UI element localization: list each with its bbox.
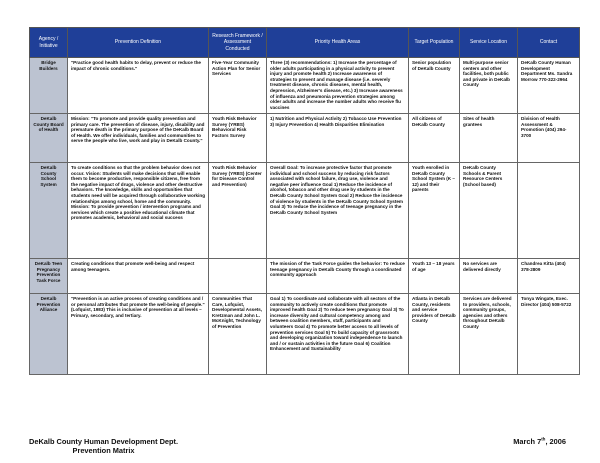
target-cell: Youth 13 – 18 years of age <box>409 259 460 294</box>
location-cell: Multi-purpose senior centers and other facilities, both public and private in DeKalb County <box>460 58 518 114</box>
prevention-matrix-table <box>29 27 580 375</box>
footer-org: DeKalb County Human Development Dept. <box>29 437 179 446</box>
definition-cell: Mission: "To promote and provide quality prevention and primary care. The prevention of disease, injury, disability and premature death in the primary purpose of the DeKalb Board of Health. We offer individuals, families and communities to serve the people who live, work and play in DeKalb County." <box>68 114 209 163</box>
definition-cell: "Practice good health habits to delay, prevent or reduce the impact of chronic conditions." <box>68 58 209 114</box>
initiative-cell: DeKalb County School System <box>30 163 68 259</box>
contact-cell <box>518 163 580 259</box>
contact-cell: Tonya Wingate, Exec. Director (404) 508-5722 <box>518 294 580 375</box>
priority-cell: 1) Nutrition and Physical Activity 2) Tobacco Use Prevention 3) Injury Prevention 4) Health Disparities Elimination <box>267 114 409 163</box>
research-cell <box>209 259 267 294</box>
definition-cell: To create conditions so that the problem behavior does not occur. Vision: Students will make decisions that will enable them to become productive, responsible citizens, free from the negative impact of drugs, violence and other destructive behaviors. The knowledge, skills and opportunities that students need will be acquired through collaborative working relationships among school, home and the community. Mission: To provide prevention / intervention programs and services which create a positive educational climate that promotes academic, behavioral and social success <box>68 163 209 259</box>
date-ordinal: th <box>541 436 546 442</box>
table-row <box>30 58 580 114</box>
header-target: Target Population <box>409 28 460 58</box>
definition-cell: "Prevention is an active process of creating conditions and / or personal attributes that promote the well-being of people." (Lofquist, 1983) This is inclusive of prevention at all levels – Primary, secondary, and tertiary. <box>68 294 209 375</box>
initiative-cell: Bridge Builders <box>30 58 68 114</box>
initiative-cell: DeKalb County Board of Health <box>30 114 68 163</box>
location-cell: Sites of health grantees <box>460 114 518 163</box>
location-cell: No services are delivered directly <box>460 259 518 294</box>
footer-title <box>29 437 178 456</box>
footer-date <box>513 437 566 446</box>
research-cell: Youth Risk Behavior Survey (YRBS) (Center for Disease Control and Prevention) <box>209 163 267 259</box>
target-cell: Senior population of DeKalb County <box>409 58 460 114</box>
header-row <box>30 28 580 58</box>
contact-cell: Chandrea Kitta (404) 378-2809 <box>518 259 580 294</box>
research-cell: Youth Risk Behavior Survey (YRBS) Behavioral Risk Factors Survey <box>209 114 267 163</box>
footer-doc-name: Prevention Matrix <box>72 446 135 456</box>
initiative-cell: DeKalb Teen Pregnancy Prevention Task Force <box>30 259 68 294</box>
target-cell: Youth enrolled in DeKalb County School System (K – 12) and their parents <box>409 163 460 259</box>
table-row <box>30 294 580 375</box>
table-row <box>30 114 580 163</box>
location-cell: DeKalb County Schools & Parent Resource Centers (School based) <box>460 163 518 259</box>
research-cell: Five-Year Community Action Plan for Senior Services <box>209 58 267 114</box>
contact-cell: Division of Health Assessment & Promotion (404) 294-3700 <box>518 114 580 163</box>
target-cell: Atlanta in DeKalb County, residents and service providers of DeKalb County <box>409 294 460 375</box>
header-location: Service Location <box>460 28 518 58</box>
header-contact: Contact <box>518 28 580 58</box>
priority-cell: Overall Goal: To increase protective factor that promote individual and school success by reducing risk factors associated with school failure, drug use, violence and negative peer influence Goal 1) Reduce the incidence of alcohol, tobacco and other drug use by students in the DeKalb County School System Goal 2) Reduce the incidence of violence by students in the DeKalb County School System Goal 3) To reduce the incidence of teenage pregnancy in the DeKalb County School System <box>267 163 409 259</box>
header-agency: Agency / Initiative <box>30 28 68 58</box>
target-cell: All citizens of DeKalb County <box>409 114 460 163</box>
header-definition: Prevention Definition <box>68 28 209 58</box>
definition-cell: Creating conditions that promote well-being and respect among teenagers. <box>68 259 209 294</box>
contact-cell: DeKalb County Human Development Department Ms. Sandra Morrow 770-322-2964 <box>518 58 580 114</box>
priority-cell: Goal 1) To coordinate and collaborate with all sectors of the community to actively create conditions that promote improved health Goal 2) To reduce teen pregnancy Goal 3) To increase diversity and cultural competency among and between coalition members, staff, participants and volunteers Goal 4) To promote better access to all levels of prevention services Goal 5) To build capacity of grassroots and developing organization toward independence to launch and / or sustain activities in the future Goal 6) Coalition Enhancement and Sustainability <box>267 294 409 375</box>
header-priority: Priority Health Areas <box>267 28 409 58</box>
priority-cell: The mission of the Task Force guides the behavior: To reduce teenage pregnancy in DeKalb County through a coordinated community approach <box>267 259 409 294</box>
date-year: , 2006 <box>545 437 566 446</box>
header-research: Research Framework / Assessment Conducted <box>209 28 267 58</box>
initiative-cell: DeKalb Prevention Alliance <box>30 294 68 375</box>
table-row <box>30 163 580 259</box>
research-cell: Communities That Care, Lofquist, Developmental Assets, Kretzman and John L. McKnight, Technology of Prevention <box>209 294 267 375</box>
location-cell: Services are delivered to providers, schools, community groups, agencies and others throughout DeKalb County <box>460 294 518 375</box>
priority-cell: Three (3) recommendations: 1) Increase the percentage of older adults participating in a physical activity to prevent injury and promote health 2) Increase awareness of strategies to prevent and manage disease (i.e. severely treatment disease, chronic diseases, mental health, depression, Alzheimer's disease, etc.) 3) Increase awareness of influenza and pneumonia prevention strategies among older adults and increase the number adults who receive flu vaccines <box>267 58 409 114</box>
date-month-day: March 7 <box>513 437 542 446</box>
table-row <box>30 259 580 294</box>
